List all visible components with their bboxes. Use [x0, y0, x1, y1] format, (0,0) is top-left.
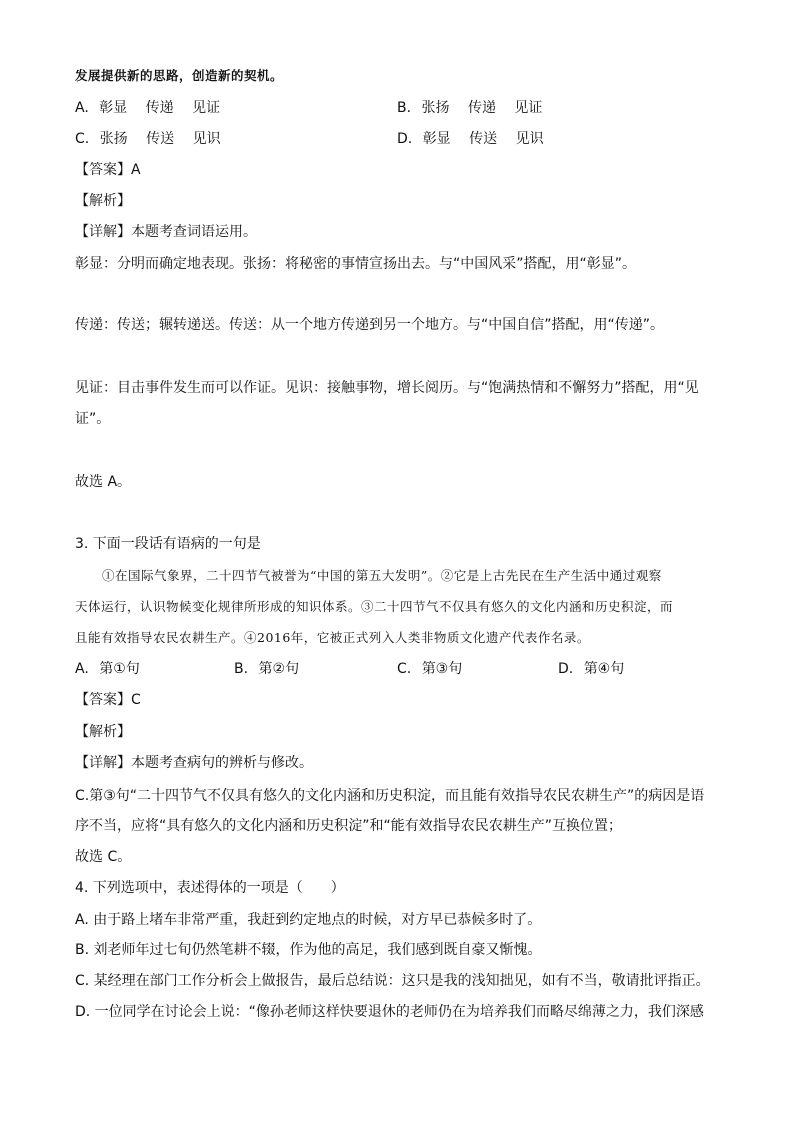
passage-line: 天体运行，认识物候变化规律所形成的知识体系。③二十四节气不仅具有悠久的文化内涵和历史积淀，而 — [75, 599, 674, 614]
analysis-tag: 【解析】 — [75, 724, 131, 740]
option-text: 第③句 — [421, 661, 463, 677]
option-letter: A. — [75, 100, 89, 116]
option-letter: A. — [75, 661, 89, 677]
explanation-line: 传递：传送；辗转递送。传送：从一个地方传递到另一个地方。与“中国自信”搭配，用“传递”。 — [75, 317, 665, 333]
option-d — [558, 659, 624, 679]
explanation-line: 彰显：分明而确定地表现。张扬：将秘密的事情宣扬出去。与“中国风采”搭配，用“彰显”。 — [75, 256, 637, 272]
choose-line: 故选 A。 — [75, 474, 132, 490]
option-letter: B. — [234, 661, 249, 677]
analysis-tag: 【解析】 — [75, 193, 131, 209]
option-letter: C. — [75, 131, 90, 147]
option-c — [75, 129, 221, 149]
detail-tag: 【详解】 — [75, 224, 131, 240]
option-text: 张扬 传递 见证 — [421, 100, 543, 116]
answer-line — [75, 160, 141, 180]
option-b — [234, 659, 299, 679]
choose-line: 故选 C。 — [75, 849, 132, 865]
option-text: 第④句 — [583, 661, 625, 677]
option-d — [397, 129, 544, 149]
option-text: 第①句 — [99, 661, 140, 677]
option-b: B. 刘老师年过七旬仍然笔耕不辍，作为他的高足，我们感到既自豪又惭愧。 — [75, 942, 542, 958]
option-letter: C. — [397, 661, 412, 677]
option-a — [75, 98, 220, 118]
detail-line — [75, 222, 257, 242]
detail-text: 本题考查病句的辨析与修改。 — [131, 755, 313, 771]
answer-line — [75, 690, 141, 710]
option-a — [75, 659, 140, 679]
answer-value: A — [131, 162, 141, 178]
option-text: 第②句 — [258, 661, 300, 677]
answer-value: C — [131, 692, 141, 708]
option-letter: B. — [397, 100, 412, 116]
explanation-line: 证”。 — [75, 411, 111, 427]
detail-text: 本题考查词语运用。 — [131, 224, 257, 240]
answer-tag: 【答案】 — [75, 692, 131, 708]
option-text: 张扬 传送 见识 — [99, 131, 221, 147]
option-letter: D. — [558, 661, 574, 677]
option-b — [397, 98, 542, 118]
option-text: 彰显 传递 见证 — [99, 100, 221, 116]
passage-tail: 发展提供新的思路，创造新的契机。 — [75, 68, 284, 83]
option-a: A. 由于路上堵车非常严重，我赶到约定地点的时候，对方早已恭候多时了。 — [75, 912, 542, 928]
question-stem: 4. 下列选项中，表述得体的一项是（ ） — [75, 880, 345, 896]
detail-tag: 【详解】 — [75, 755, 131, 771]
explanation-line: C.第③句“二十四节气不仅具有悠久的文化内涵和历史积淀，而且能有效指导农民农耕生产”的病因是语 — [75, 788, 705, 804]
option-d: D. 一位同学在讨论会上说：“像孙老师这样快要退休的老师仍在为培养我们而略尽绵薄之力，我们深感 — [75, 1004, 704, 1020]
answer-tag: 【答案】 — [75, 162, 131, 178]
option-c — [397, 659, 462, 679]
option-letter: D. — [397, 131, 413, 147]
detail-line — [75, 753, 313, 773]
explanation-line: 序不当，应将“具有悠久的文化内涵和历史积淀”和“能有效指导农民农耕生产”互换位置； — [75, 818, 623, 834]
option-c: C. 某经理在部门工作分析会上做报告，最后总结说：这只是我的浅知拙见，如有不当，敬请批评指正。 — [75, 973, 710, 989]
passage-line: 且能有效指导农民农耕生产。④2016年，它被正式列入人类非物质文化遗产代表作名录。 — [75, 630, 590, 645]
passage-line: ①在国际气象界，二十四节气被誉为“中国的第五大发明”。②它是上古先民在生产生活中通过观察 — [102, 568, 662, 583]
explanation-line: 见证：目击事件发生而可以作证。见识：接触事物，增长阅历。与“饱满热情和不懈努力”搭配，用“见 — [75, 380, 699, 396]
question-stem: 3. 下面一段话有语病的一句是 — [75, 536, 261, 552]
option-text: 彰显 传送 见识 — [422, 131, 544, 147]
